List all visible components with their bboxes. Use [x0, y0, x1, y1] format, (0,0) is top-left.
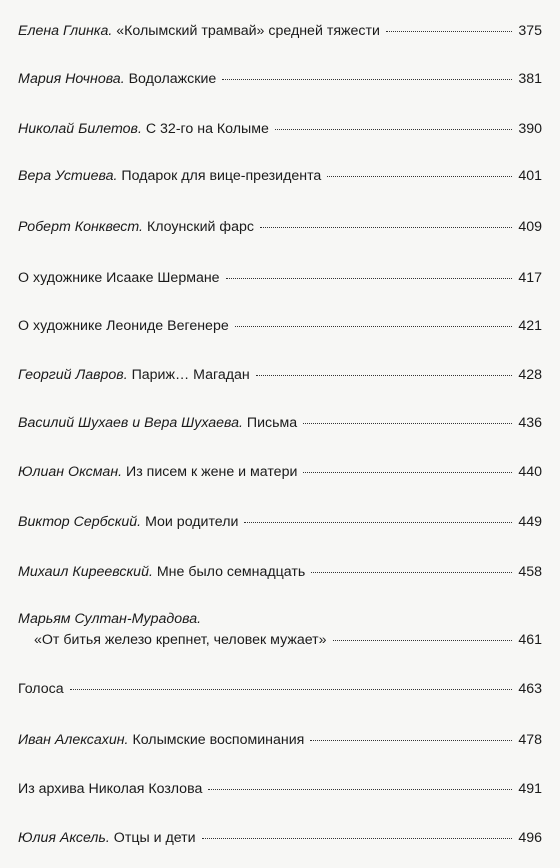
entry-text — [18, 167, 321, 185]
entry-page-number: 496 — [518, 830, 542, 846]
entry-text — [18, 780, 202, 798]
entry-title: Письма — [242, 415, 298, 431]
entry-page-number: 440 — [518, 464, 542, 480]
toc-entry — [18, 563, 542, 581]
entry-text — [18, 414, 297, 432]
dot-leader — [333, 640, 512, 641]
entry-text — [18, 563, 305, 581]
toc-entry — [18, 120, 542, 138]
entry-title: Подарок для вице-президента — [117, 168, 322, 184]
toc-entry — [18, 680, 542, 698]
entry-title: «Колымский трамвай» средней тяжести — [112, 23, 380, 39]
dot-leader — [311, 572, 512, 573]
toc-entry — [18, 22, 542, 40]
dot-leader — [327, 176, 512, 177]
entry-author: Роберт Конквест. — [18, 219, 143, 235]
entry-page-number: 463 — [518, 681, 542, 697]
entry-text — [18, 366, 250, 384]
entry-author: Виктор Сербский. — [18, 514, 142, 530]
entry-page-number: 390 — [518, 121, 542, 137]
entry-author: Мария Ночнова. — [18, 71, 125, 87]
dot-leader — [256, 375, 512, 376]
entry-page-number: 461 — [518, 632, 542, 648]
entry-title: Париж… Магадан — [127, 367, 250, 383]
entry-text — [18, 680, 64, 698]
entry-title: Мне было семнадцать — [152, 564, 306, 580]
entry-text — [18, 317, 229, 335]
dot-leader — [303, 423, 512, 424]
toc-entry — [18, 780, 542, 798]
entry-author: Иван Алексахин. — [18, 732, 129, 748]
entry-title: Голоса — [18, 681, 64, 697]
toc-entry — [18, 317, 542, 335]
entry-page-number: 401 — [518, 168, 542, 184]
entry-text — [18, 463, 297, 481]
dot-leader — [275, 129, 512, 130]
dot-leader — [303, 472, 512, 473]
toc-entry — [18, 829, 542, 847]
entry-page-number: 436 — [518, 415, 542, 431]
entry-title: «От битья железо крепнет, человек мужает» — [34, 632, 327, 648]
entry-page-number: 428 — [518, 367, 542, 383]
entry-author: Георгий Лавров. — [18, 367, 128, 383]
entry-page-number: 478 — [518, 732, 542, 748]
dot-leader — [235, 326, 512, 327]
toc-entry — [34, 631, 542, 649]
entry-text — [18, 513, 238, 531]
entry-title: Колымские воспоминания — [128, 732, 305, 748]
entry-author: Юлия Аксель. — [18, 830, 110, 846]
toc-entry — [18, 167, 542, 185]
entry-author: Василий Шухаев и Вера Шухаева. — [18, 415, 243, 431]
entry-page-number: 375 — [518, 23, 542, 39]
dot-leader — [222, 79, 512, 80]
entry-author: Михаил Киреевский. — [18, 564, 153, 580]
entry-title: Из архива Николая Козлова — [18, 781, 203, 797]
entry-page-number: 421 — [518, 318, 542, 334]
dot-leader — [244, 522, 512, 523]
toc-entry — [18, 70, 542, 88]
dot-leader — [202, 838, 512, 839]
entry-author: Николай Билетов. — [18, 121, 142, 137]
entry-title: Мои родители — [141, 514, 239, 530]
entry-text — [18, 731, 304, 749]
entry-author: Марьям Султан-Мурадова. — [18, 611, 202, 627]
toc-entry — [18, 218, 542, 236]
toc-entry — [18, 414, 542, 432]
entry-author: Юлиан Оксман. — [18, 464, 123, 480]
toc-entry — [18, 463, 542, 481]
dot-leader — [70, 689, 512, 690]
entry-page-number: 491 — [518, 781, 542, 797]
entry-title: С 32-го на Колыме — [141, 121, 269, 137]
entry-text — [18, 70, 216, 88]
toc-entry — [18, 513, 542, 531]
dot-leader — [386, 31, 512, 32]
toc-entry — [18, 731, 542, 749]
entry-title: О художнике Леониде Вегенере — [18, 318, 229, 334]
entry-page-number: 449 — [518, 514, 542, 530]
entry-page-number: 381 — [518, 71, 542, 87]
entry-title: Отцы и дети — [109, 830, 196, 846]
entry-page-number: 417 — [518, 270, 542, 286]
entry-page-number: 409 — [518, 219, 542, 235]
entry-text — [18, 829, 196, 847]
entry-text — [18, 22, 380, 40]
entry-text — [18, 120, 269, 138]
entry-title: Клоунский фарс — [143, 219, 254, 235]
entry-author: Елена Глинка. — [18, 23, 113, 39]
dot-leader — [208, 789, 512, 790]
dot-leader — [260, 227, 512, 228]
toc-entry — [18, 366, 542, 384]
entry-text — [18, 269, 220, 287]
entry-page-number: 458 — [518, 564, 542, 580]
toc-entry — [18, 269, 542, 287]
entry-author: Вера Устиева. — [18, 168, 118, 184]
entry-title: Из писем к жене и матери — [122, 464, 298, 480]
entry-title: О художнике Исааке Шермане — [18, 270, 220, 286]
dot-leader — [226, 278, 512, 279]
entry-title: Водолажские — [124, 71, 217, 87]
entry-text — [18, 218, 254, 236]
dot-leader — [310, 740, 512, 741]
